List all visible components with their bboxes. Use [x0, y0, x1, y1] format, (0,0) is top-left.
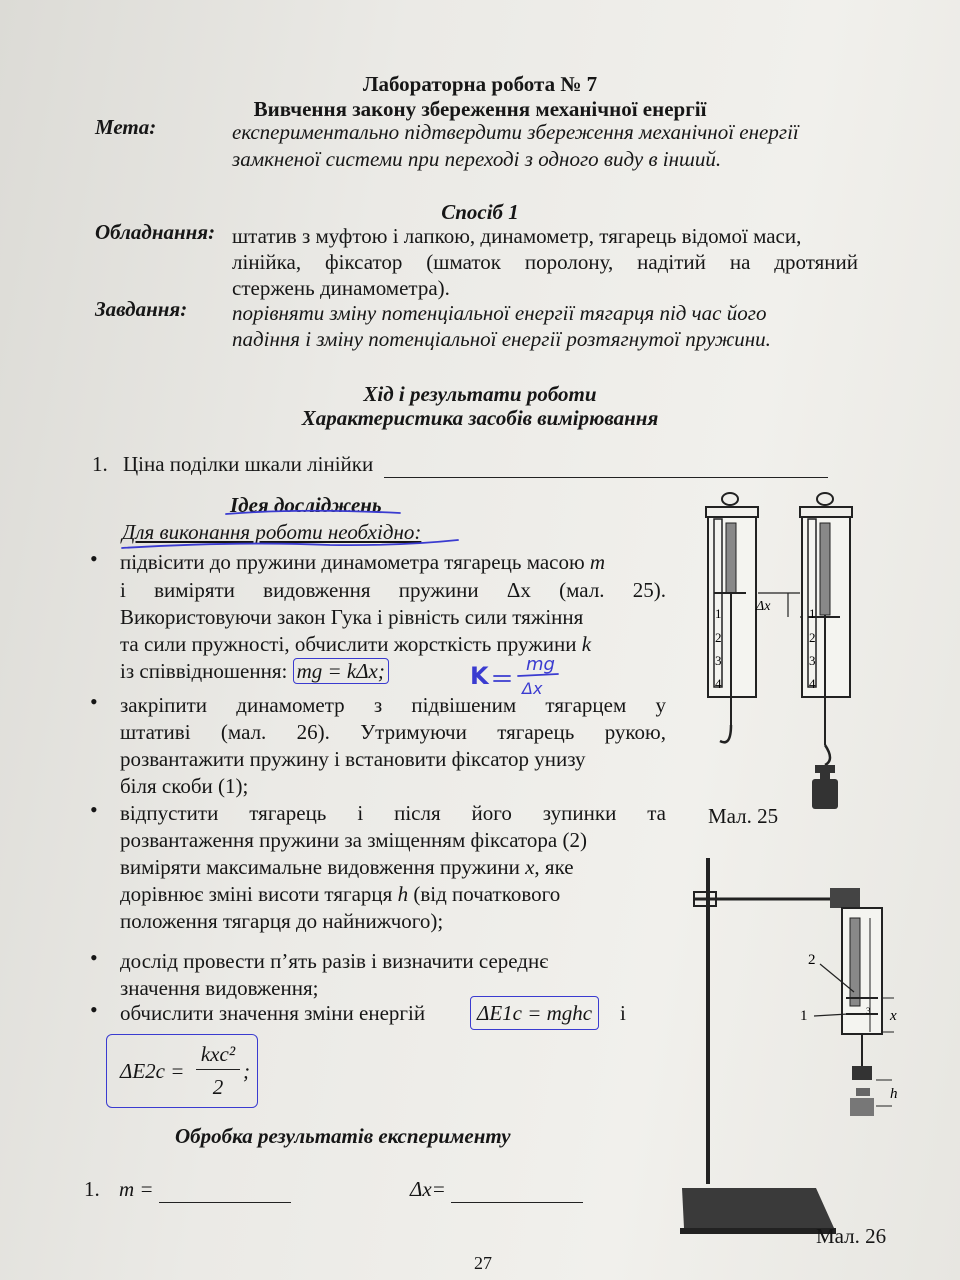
processing-row-1 — [84, 1175, 291, 1203]
dynamometer-right — [800, 493, 852, 809]
bullet-2-line-1: закріпити динамометр з підвішеним тягарцем у — [120, 693, 666, 717]
processing-number: 1. — [84, 1177, 100, 1201]
bullet-3-text-3: виміряти максимальне видовження пружини — [120, 855, 520, 879]
formula-potential-energy: ΔE1c = mghc — [470, 996, 599, 1030]
fig26-caption: Мал. 26 — [816, 1224, 887, 1248]
fig26-label-2: 2 — [808, 952, 816, 968]
scale-right-1: 1 — [809, 606, 816, 621]
goal-line-1: експериментально підтвердити збереження механічної енергії — [232, 120, 799, 144]
bullet-3-line-3 — [120, 853, 574, 881]
fig25-caption: Мал. 25 — [708, 804, 779, 828]
bullet-1-line-2 — [120, 576, 666, 604]
bullet-1-text-4: та сили пружності, обчислити жорсткість пружини — [120, 632, 577, 656]
task-line-2: падіння і зміну потенціальної енергії розтягнутої пружини. — [232, 327, 771, 351]
bullet-4-dot: • — [90, 945, 98, 970]
pen-underline-idea — [226, 511, 400, 514]
dynamometer-mounted — [842, 908, 882, 1116]
bullet-3-line-5: положення тягарця до найнижчого); — [120, 909, 444, 933]
scale-right-4: 4 — [809, 676, 816, 691]
idea-title: Ідея досліджень — [230, 493, 382, 517]
bullet-5-dot: • — [90, 997, 98, 1022]
equipment-line-3: стержень динамометра). — [232, 276, 450, 300]
bullet-2-line-4: біля скоби (1); — [120, 774, 249, 798]
idea-subtitle: Для виконання роботи необхідно: — [122, 520, 422, 544]
bullet-1-line-3: Використовуючи закон Гука і рівність сили тяжіння — [120, 605, 584, 629]
figure-25 — [690, 485, 870, 815]
hw-dx: Δx — [522, 679, 543, 698]
question-1-number: 1. — [92, 452, 108, 476]
processing-m-label: m = — [119, 1177, 154, 1201]
fig26-label-h: h — [890, 1086, 898, 1102]
bullet-5-and: і — [620, 1001, 626, 1025]
bullet-3-line-1: відпустити тягарець і після його зупинки та — [120, 801, 666, 825]
formula-2-fraction-bar — [196, 1069, 240, 1070]
answer-blank-m[interactable] — [159, 1182, 291, 1203]
progress-title: Хід і результати роботи — [363, 382, 597, 406]
bullet-1-text-1: підвісити до пружини динамометра тягарець масою — [120, 550, 585, 574]
bullet-3-text-4b: (від початкового — [413, 882, 561, 906]
bullet-2-line-3: розвантажити пружину і встановити фіксатор унизу — [120, 747, 586, 771]
answer-blank-dx[interactable] — [451, 1182, 583, 1203]
var-dx: Δx — [506, 578, 531, 602]
bullet-3-text-3b: , яке — [534, 855, 574, 879]
bullet-3-dot: • — [90, 797, 98, 822]
formula-hooke: mg = kΔx; — [293, 658, 389, 684]
scale-right-3: 3 — [809, 653, 816, 668]
equipment-line-1: штатив з муфтою і лапкою, динамометр, тягарець відомої маси, — [232, 224, 802, 248]
scale-left-2: 2 — [715, 630, 722, 645]
fig26-label-1: 1 — [800, 1008, 808, 1024]
stand — [680, 858, 860, 1234]
var-x: x — [525, 855, 535, 879]
page-number: 27 — [474, 1253, 492, 1273]
equipment-line-2: лінійка, фіксатор (шматок поролону, надітий на дротяний — [232, 250, 858, 274]
question-1-text: Ціна поділки шкали лінійки — [123, 452, 374, 476]
bullet-1-text-5: із співвідношення: — [120, 659, 288, 683]
processing-row-1-dx — [410, 1175, 583, 1203]
goal-label: Мета: — [95, 115, 157, 139]
bullet-3-line-2: розвантаження пружини за зміщенням фіксатора (2) — [120, 828, 587, 852]
pen-underline-subtitle — [122, 540, 458, 548]
bullet-3-text-4: дорівнює зміні висоти тягарця — [120, 882, 393, 906]
lab-title: Лабораторна робота № 7 — [362, 72, 598, 96]
bullet-1-text-2: і виміряти видовження пружини — [120, 578, 479, 602]
fig26-label-x: x — [890, 1008, 897, 1024]
fig26-scale-3: 3 — [866, 1006, 871, 1016]
dynamometer-left — [706, 493, 758, 742]
bullet-4-line-1: дослід провести п’ять разів і визначити середнє — [120, 949, 549, 973]
bullet-1-line-5 — [120, 657, 389, 685]
fig25-dx-label: Δx — [756, 599, 771, 614]
task-label: Завдання: — [95, 297, 188, 321]
equipment-label: Обладнання: — [95, 220, 216, 244]
hw-k: K — [470, 662, 489, 690]
processing-title: Обробка результатів експерименту — [175, 1124, 511, 1148]
var-k: k — [581, 632, 592, 656]
scale-left-1: 1 — [715, 606, 722, 621]
instruments-title: Характеристика засобів вимірювання — [301, 406, 659, 430]
scale-right-2: 2 — [809, 630, 816, 645]
bullet-3-line-4 — [120, 880, 560, 908]
processing-dx-label: Δx= — [410, 1177, 446, 1201]
formula-2-numerator: kxc² — [200, 1042, 236, 1066]
bullet-1-text-2b: (мал. 25). — [559, 578, 667, 602]
hw-mg: mg — [526, 654, 555, 675]
bullet-1-dot: • — [90, 546, 98, 571]
goal-line-2: замкненої системи при переході з одного виду в інший. — [232, 147, 722, 171]
formula-2-end: ; — [243, 1059, 250, 1083]
bullet-4-line-2: значення видовження; — [120, 976, 319, 1000]
method-title: Спосіб 1 — [441, 200, 519, 224]
var-m: m — [589, 550, 606, 574]
lab-subtitle: Вивчення закону збереження механічної енергії — [253, 97, 707, 121]
bullet-5-line-1: обчислити значення зміни енергій — [120, 1001, 426, 1025]
bullet-1-line-1 — [120, 548, 605, 576]
var-h: h — [397, 882, 409, 906]
bullet-2-line-2: штативі (мал. 26). Утримуючи тягарець рукою, — [120, 720, 666, 744]
formula-2-lhs: ΔE2c = — [120, 1059, 185, 1083]
figure-26 — [670, 852, 900, 1242]
scale-left-4: 4 — [715, 676, 722, 691]
formula-2-denominator: 2 — [212, 1075, 224, 1099]
hw-fraction — [518, 674, 558, 676]
task-line-1: порівняти зміну потенціальної енергії тягарця під час його — [232, 301, 767, 325]
scale-left-3: 3 — [715, 653, 722, 668]
bullet-2-dot: • — [90, 689, 98, 714]
